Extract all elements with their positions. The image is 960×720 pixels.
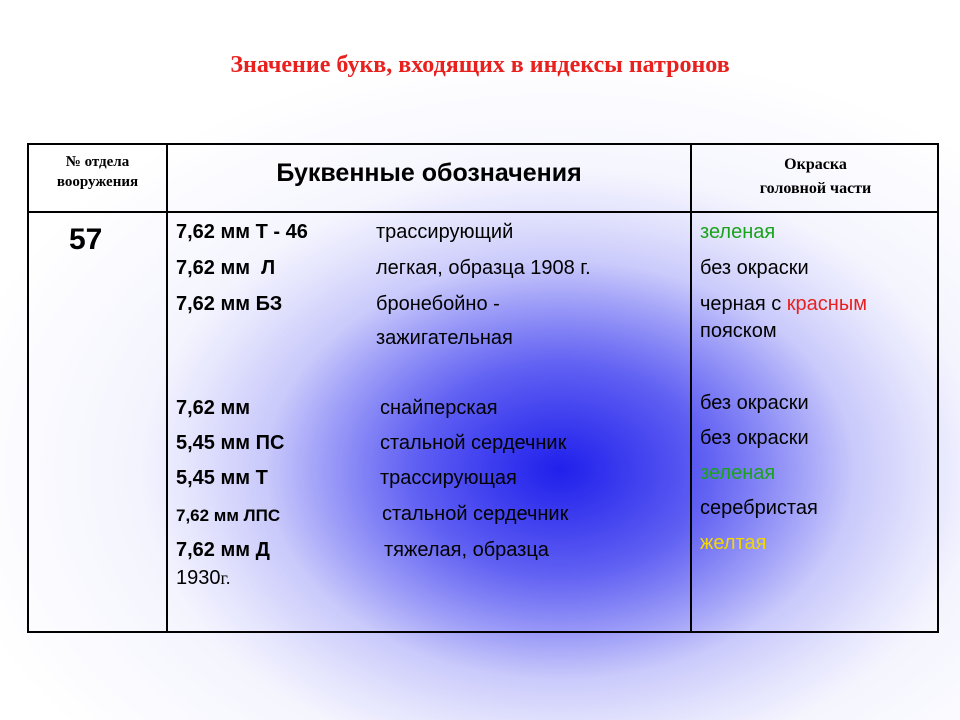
color-value: без окраски	[700, 427, 809, 449]
color-value-black-red	[700, 292, 867, 316]
designation-desc: легкая, образца 1908 г.	[376, 257, 591, 279]
designation-desc: бронебойно -	[376, 293, 500, 315]
designation-desc: трассирующая	[380, 467, 517, 489]
header-color-line1: Окраска	[784, 156, 847, 173]
designation-desc: тяжелая, образца	[384, 539, 549, 561]
header-color	[692, 153, 939, 201]
color-value: серебристая	[700, 497, 818, 519]
color-value: зеленая	[700, 462, 776, 484]
designation-code: 7,62 мм Т - 46	[176, 221, 308, 243]
header-dept-line1: № отдела	[65, 154, 130, 170]
designation-code: 5,45 мм ПС	[176, 432, 285, 454]
page-title: Значение букв, входящих в индексы патронов	[230, 52, 730, 78]
designation-code: 5,45 мм Т	[176, 467, 268, 489]
color-value: зеленая	[700, 221, 776, 243]
color-value: пояском	[700, 320, 777, 342]
header-dept	[29, 152, 166, 192]
header-color-line2: головной части	[759, 180, 872, 197]
color-value-red-word: красным	[786, 293, 867, 315]
designation-desc: снайперская	[380, 397, 498, 419]
designation-code: 7,62 мм	[176, 397, 251, 419]
color-value: без окраски	[700, 257, 809, 279]
designation-desc: стальной сердечник	[380, 432, 567, 454]
header-divider	[29, 211, 937, 213]
designation-year-suffix: г.	[220, 568, 231, 588]
color-value-part: черная с	[700, 293, 787, 315]
designation-desc: трассирующий	[376, 221, 514, 243]
designation-code: 7,62 мм ЛПС	[176, 506, 281, 525]
header-dept-line2: вооружения	[56, 174, 139, 190]
header-designations: Буквенные обозначения	[276, 159, 582, 187]
column-divider	[166, 145, 168, 631]
designation-code: 7,62 мм Д	[176, 539, 270, 561]
designation-code: 7,62 мм БЗ	[176, 293, 283, 315]
cartridge-table	[27, 143, 939, 633]
color-value: желтая	[700, 532, 767, 554]
designation-year-value: 1930	[176, 567, 221, 589]
color-value: без окраски	[700, 392, 809, 414]
designation-code: 7,62 мм Л	[176, 257, 276, 279]
designation-desc: зажигательная	[376, 327, 513, 349]
designation-year	[176, 566, 230, 590]
dept-number: 57	[69, 223, 103, 256]
column-divider	[690, 145, 692, 631]
designation-desc: стальной сердечник	[382, 503, 569, 525]
